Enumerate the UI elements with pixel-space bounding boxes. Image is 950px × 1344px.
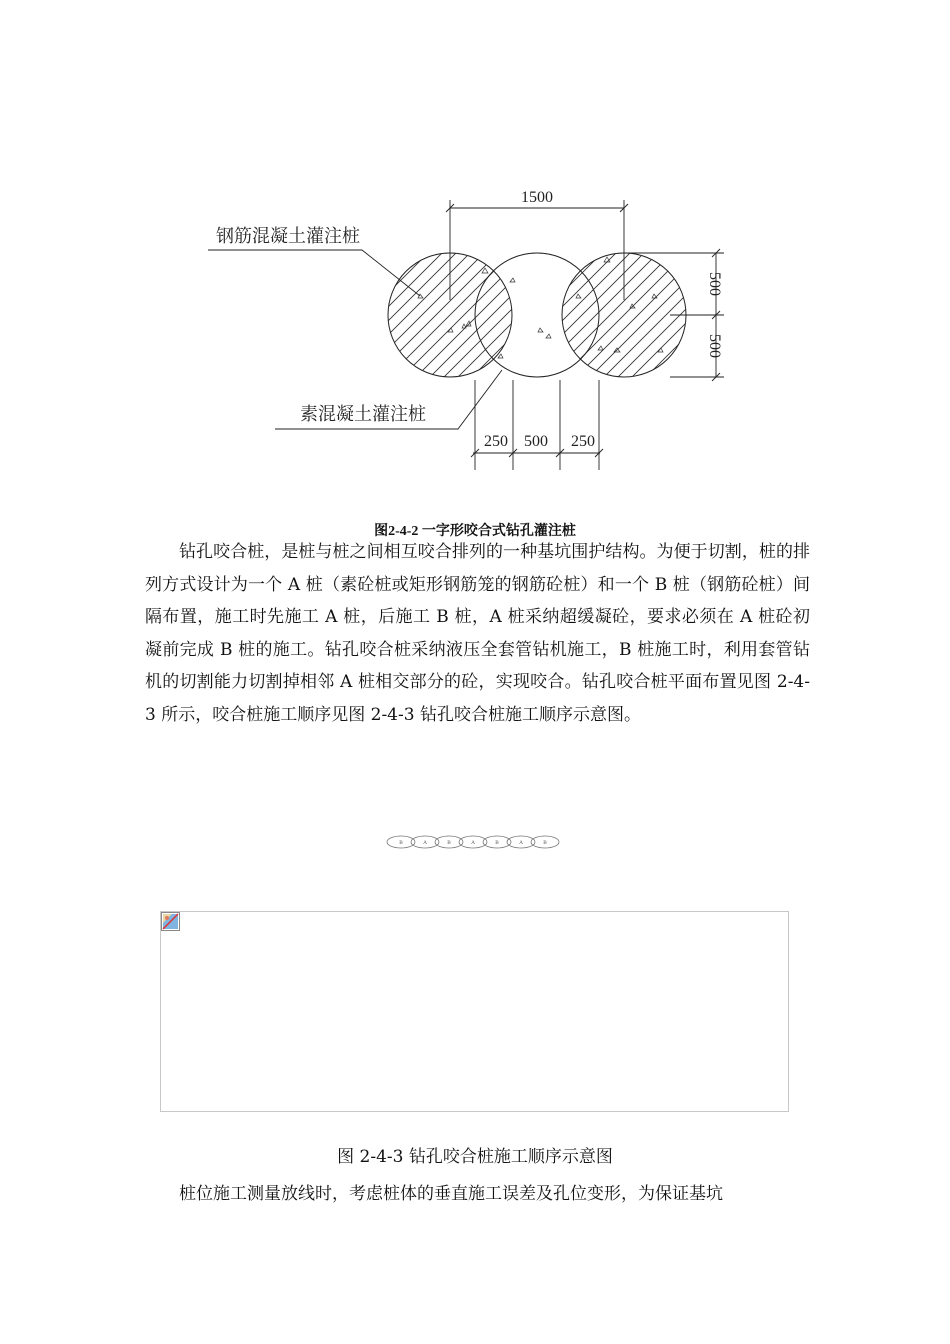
dimension-right [624,249,724,381]
dim-right-upper-text: 500 [706,272,723,296]
leader-lines [208,250,502,429]
dim-top-text: 1500 [521,189,553,206]
dim-bottom-right-text: 250 [571,433,595,450]
dimension-top [446,200,628,300]
thumb-pile-label: A [423,840,427,846]
thumb-pile-label: B [399,840,403,846]
thumb-pile-label: B [543,840,547,846]
thumb-pile-label: A [519,840,523,846]
figure-caption-2-4-2: 图2-4-2 一字形咬合式钻孔灌注桩 [374,524,576,539]
figure-caption-2-4-3: 图 2-4-3 钻孔咬合桩施工顺序示意图 [337,1147,613,1167]
label-plain-pile: 素混凝土灌注桩 [300,404,426,424]
paragraph-text: 钻孔咬合桩，是桩与桩之间相互咬合排列的一种基坑围护结构。为便于切割，桩的排列方式设计为一个 A 桩（素砼桩或矩形钢筋笼的钢筋砼桩）和一个 B 桩（钢筋砼桩）间隔布置，施工时先施工 A 桩，后施工 B 桩，A 桩采纳超缓凝砼，要求必须在 A 桩砼初凝前完成 B 桩的施工。钻孔咬合桩采纳液压全套管钻机施工，B 桩施工时，利用套管钻机的切割能力切割掉相邻 A 桩相交部分的砼，实现咬合。钻孔咬合桩平面布置见图 2-4-3 所示，咬合桩施工顺序见图 2-4-3 钻孔咬合桩施工顺序示意图。 [145,542,810,725]
aggregate-marks [418,257,663,358]
dimension-bottom [471,380,603,470]
dim-bottom-left-text: 250 [484,433,508,450]
thumb-pile-label: B [495,840,499,846]
pile-row-thumbnail [385,832,560,852]
paragraph-survey-layout [145,1178,810,1211]
dim-bottom-mid-text: 500 [524,433,548,450]
broken-image-icon [161,912,181,932]
paragraph-text: 桩位施工测量放线时，考虑桩体的垂直施工误差及孔位变形，为保证基坑 [179,1184,723,1204]
secant-pile-diagram [200,180,760,480]
image-placeholder-frame [160,911,789,1112]
label-reinforced-pile: 钢筋混凝土灌注桩 [216,226,360,246]
dim-right-lower-text: 500 [706,334,723,358]
thumb-pile-label: A [471,840,475,846]
thumb-pile-label: B [447,840,451,846]
paragraph-secant-pile-description [145,536,810,731]
